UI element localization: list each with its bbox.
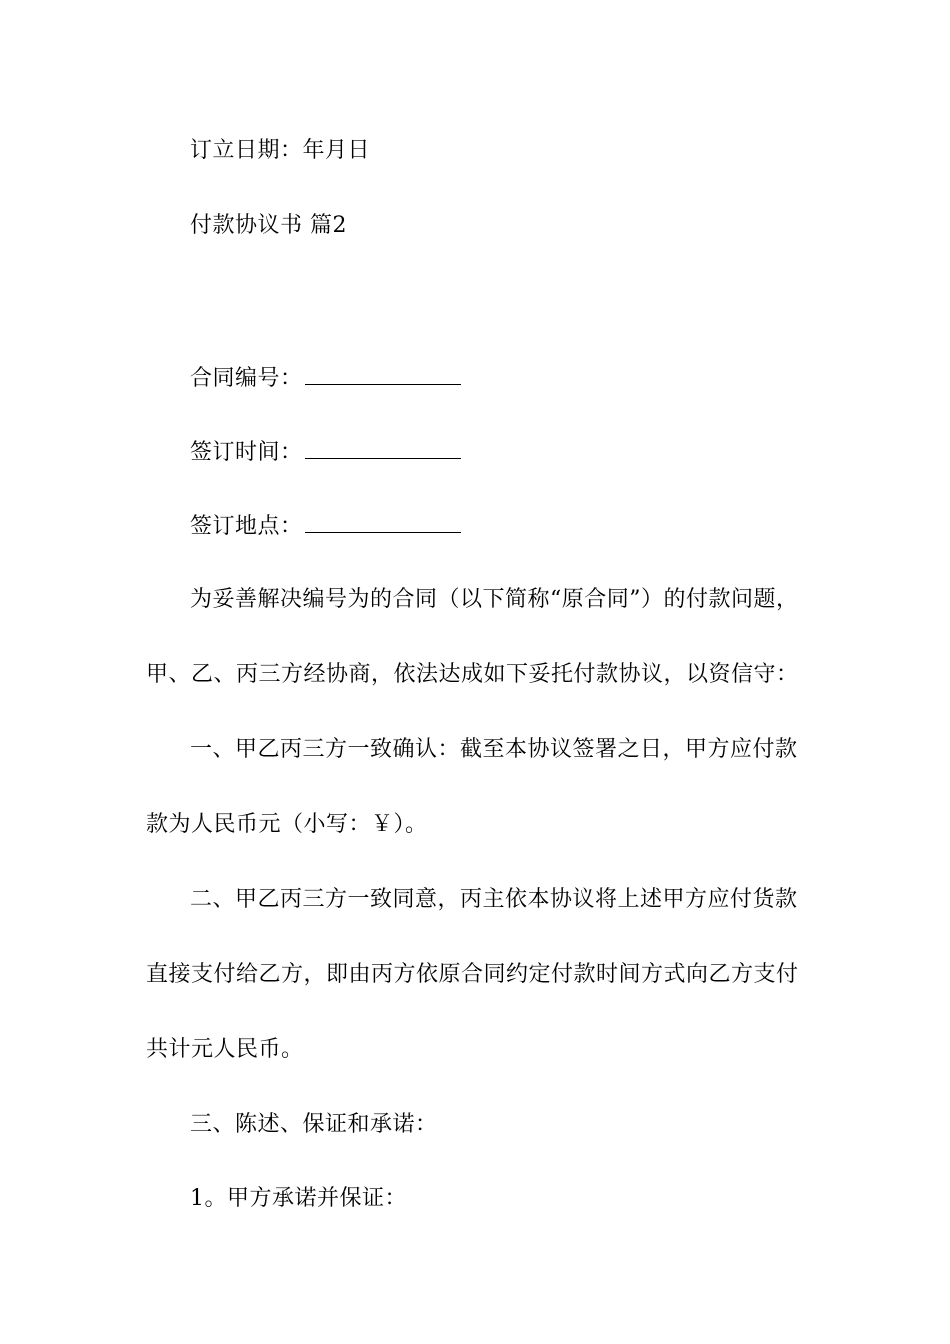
- contract-number-field: [190, 362, 461, 394]
- clause-3-item-1: 1。甲方承诺并保证：: [190, 1186, 407, 1211]
- paragraph-1-line-2: 甲、乙、丙三方经协商，依法达成如下妥托付款协议，以资信守：: [146, 662, 799, 687]
- contract-number-label: 合同编号：: [190, 366, 303, 391]
- sign-time-label: 签订时间：: [190, 440, 303, 465]
- clause-1-line-1: 一、甲乙丙三方一致确认：截至本协议签署之日，甲方应付款: [190, 737, 798, 762]
- clause-2-line-1: 二、甲乙丙三方一致同意，丙主依本协议将上述甲方应付货款: [190, 887, 798, 912]
- sign-place-field: [190, 510, 461, 542]
- clause-2-line-3: 共计元人民币。: [146, 1037, 304, 1062]
- date-line: 订立日期：年月日: [190, 138, 371, 163]
- paragraph-1-line-1: 为妥善解决编号为的合同（以下简称“原合同”）的付款问题，: [190, 587, 799, 612]
- clause-3-title: 三、陈述、保证和承诺：: [190, 1112, 438, 1137]
- sign-place-label: 签订地点：: [190, 514, 303, 539]
- sign-time-blank: [305, 436, 461, 459]
- clause-2-line-2: 直接支付给乙方，即由丙方依原合同约定付款时间方式向乙方支付: [146, 962, 799, 987]
- sign-time-field: [190, 436, 461, 468]
- section-title: 付款协议书 篇2: [190, 213, 347, 238]
- sign-place-blank: [305, 510, 461, 533]
- clause-1-line-2: 款为人民币元（小写：￥）。: [146, 812, 428, 837]
- contract-number-blank: [305, 362, 461, 385]
